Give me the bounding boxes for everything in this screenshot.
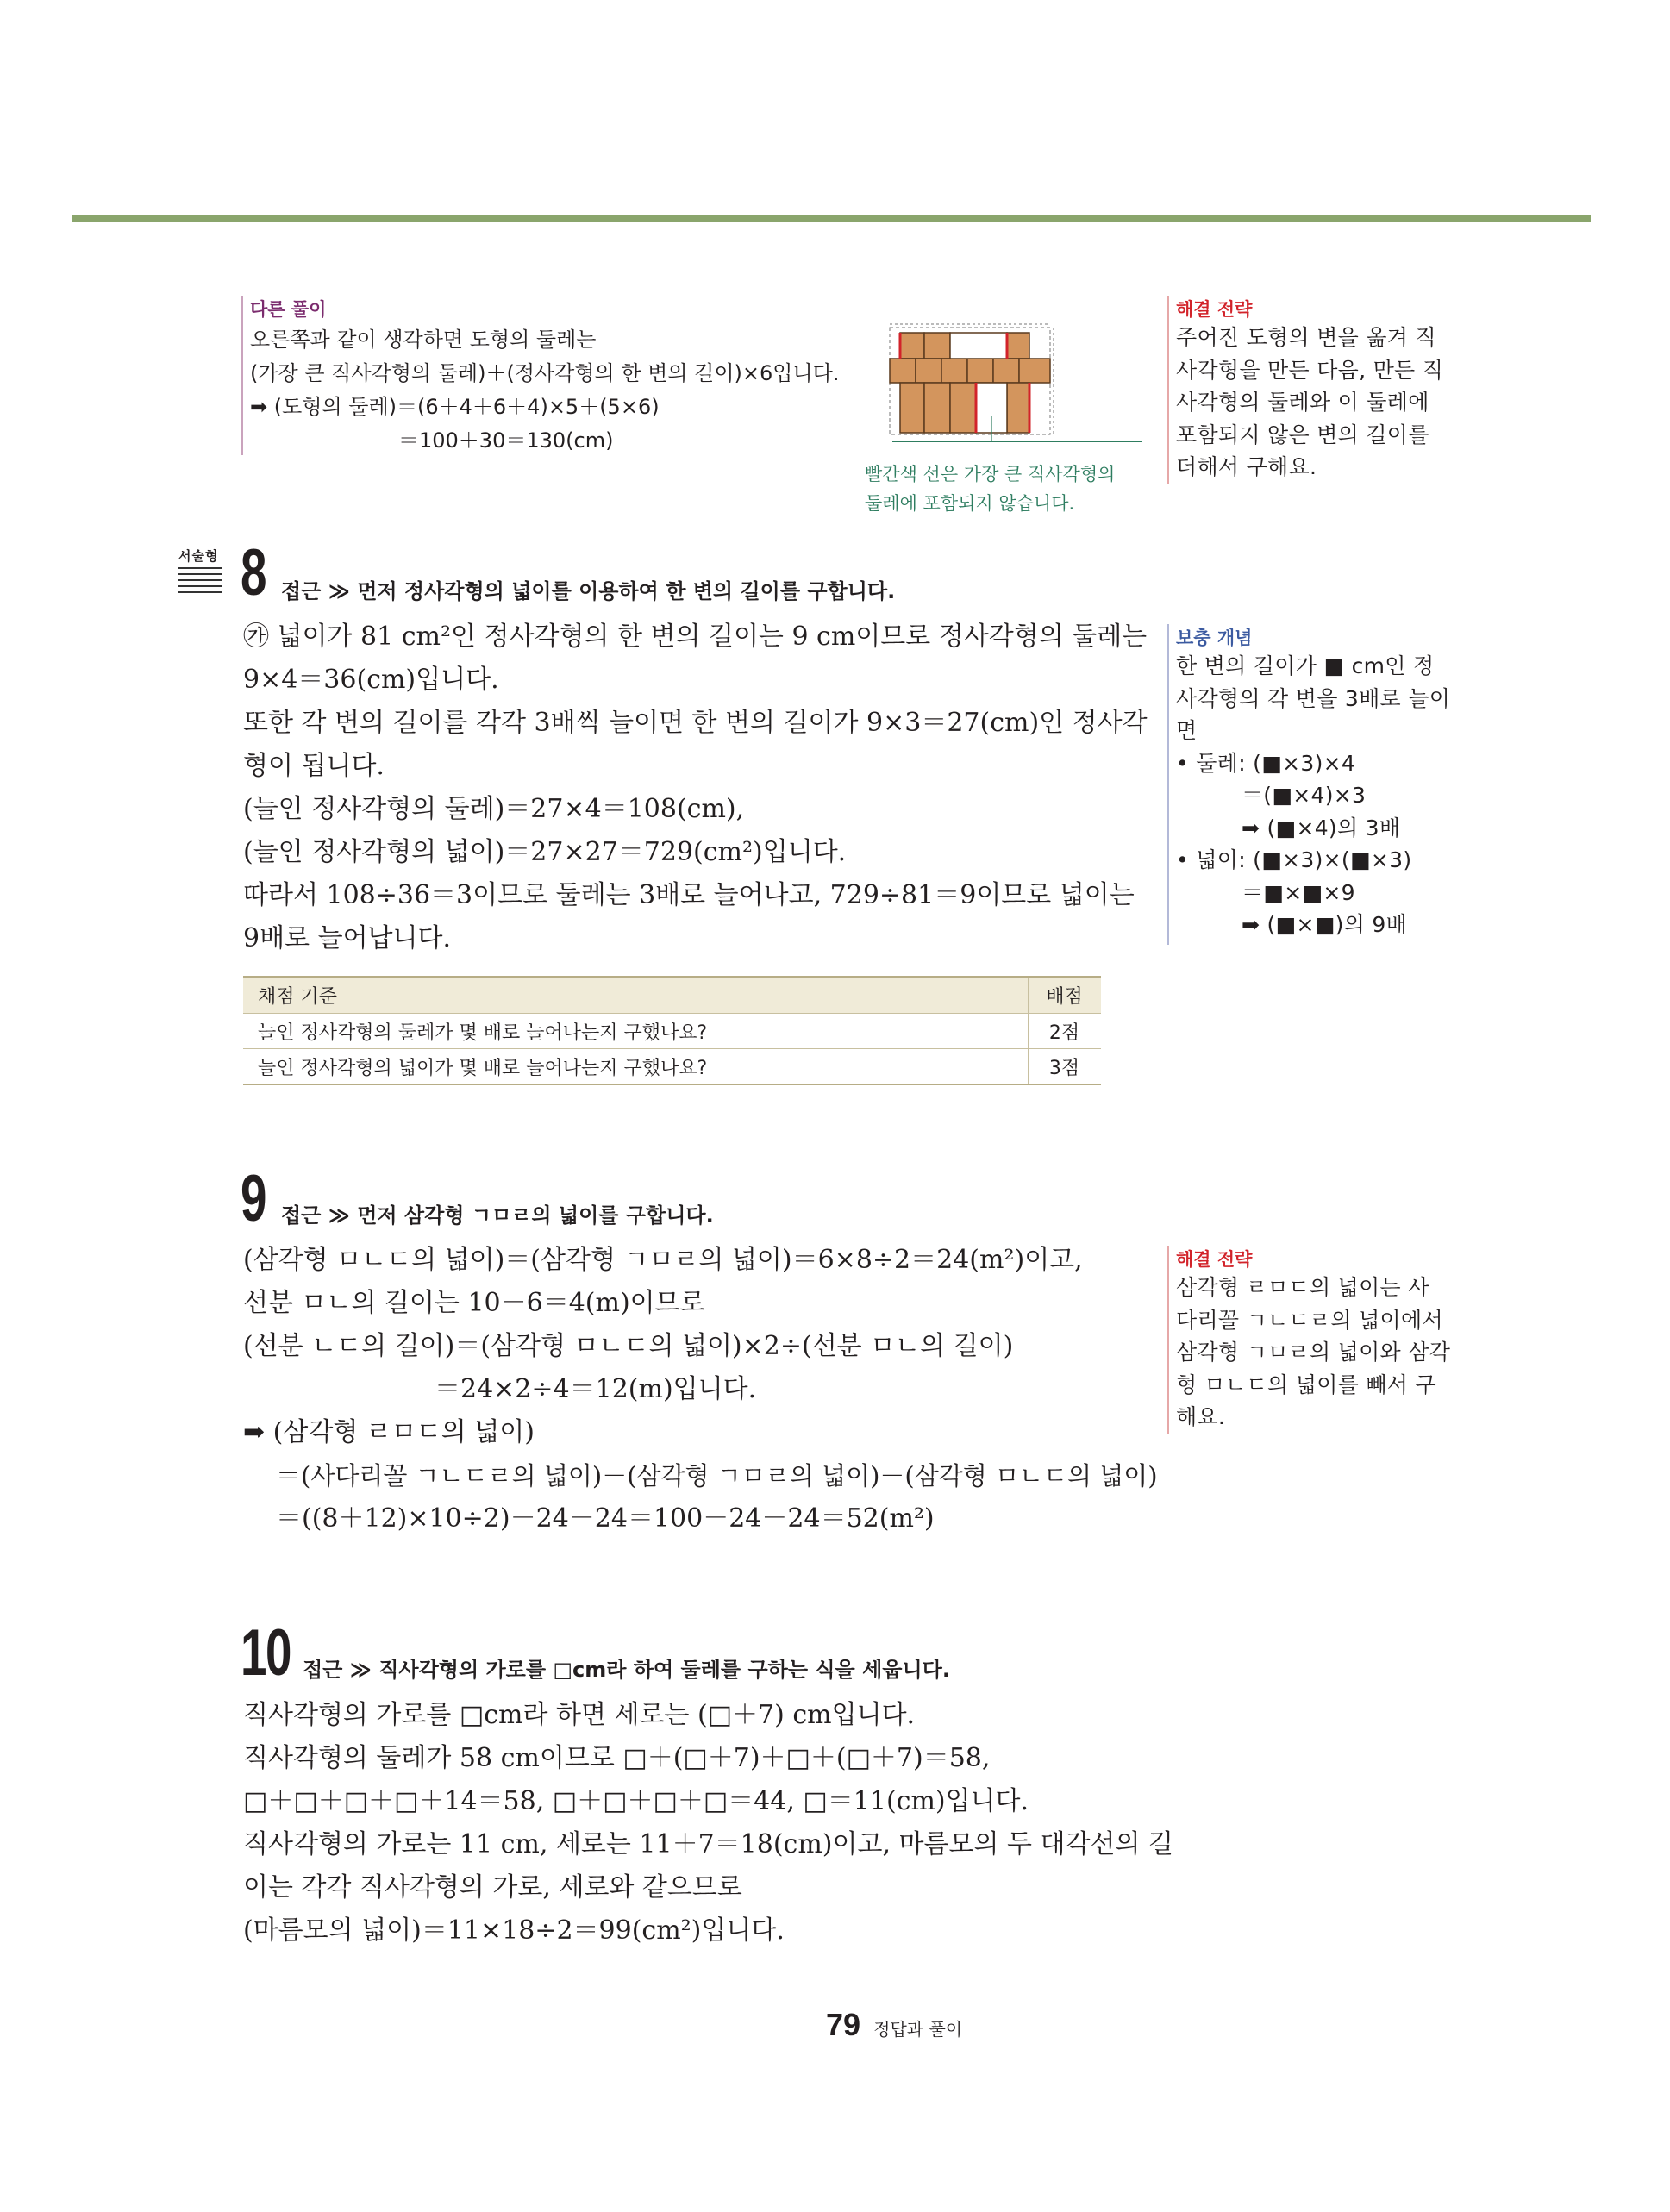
alt-solution-box: [241, 296, 871, 458]
table-row: [243, 1014, 1101, 1049]
side-note-label: 보충 개념: [1176, 628, 1253, 648]
problem-9-approach: 접근 ≫ 먼저 삼각형 ㄱㅁㄹ의 넓이를 구합니다.: [281, 1203, 714, 1228]
side-note-line: 해요.: [1176, 1404, 1226, 1429]
problem-number-8: 8: [241, 536, 266, 609]
problem-8-solution: [243, 615, 1148, 960]
side-note-line: 형 ㅁㄴㄷ의 넓이를 빼서 구: [1176, 1372, 1436, 1397]
solution-line: 선분 ㅁㄴ의 길이는 10－6＝4(m)이므로: [243, 1288, 705, 1318]
side-note-line: ＝■×■×9: [1242, 879, 1355, 905]
solution-line: (마름모의 넓이)＝11×18÷2＝99(cm²)입니다.: [243, 1915, 785, 1946]
descriptive-badge: [178, 547, 222, 593]
side-note-line: ＝(■×4)×3: [1242, 783, 1367, 808]
side-note-strategy-2: [1167, 1246, 1451, 1434]
page-number: 79: [826, 2007, 861, 2042]
page-footer: [826, 2007, 962, 2043]
table-header: 배점: [1029, 977, 1102, 1014]
top-rule: [72, 215, 1591, 222]
dissected-rectangle-figure: [885, 321, 1059, 441]
solution-line: 직사각형의 가로를 □cm라 하면 세로는 (□＋7) cm입니다.: [243, 1700, 916, 1730]
side-note-line: ➡ (■×■)의 9배: [1242, 912, 1408, 937]
caption-line: 빨간색 선은 가장 큰 직사각형의: [865, 464, 1116, 484]
figure-caption: [865, 459, 1115, 518]
solution-line: (늘인 정사각형의 넓이)＝27×27＝729(cm²)입니다.: [243, 837, 847, 867]
solution-line: (삼각형 ㅁㄴㄷ의 넓이)＝(삼각형 ㄱㅁㄹ의 넓이)＝6×8÷2＝24(m²)이고,: [243, 1245, 1083, 1275]
alt-solution-label: 다른 풀이: [250, 299, 327, 320]
scoring-table: [243, 976, 1101, 1085]
problem-8-approach: 접근 ≫ 먼저 정사각형의 넓이를 이용하여 한 변의 길이를 구합니다.: [281, 579, 896, 603]
table-cell: 2점: [1029, 1014, 1102, 1049]
side-note-label: 해결 전략: [1176, 1249, 1253, 1270]
table-cell: 늘인 정사각형의 둘레가 몇 배로 늘어나는지 구했나요?: [243, 1014, 1029, 1049]
problem-9-solution: [243, 1239, 1158, 1540]
side-note-line: 다리꼴 ㄱㄴㄷㄹ의 넓이에서: [1176, 1307, 1443, 1333]
footer-section: 정답과 풀이: [873, 2019, 963, 2040]
side-note-supplement: [1167, 624, 1451, 941]
alt-line: ➡ (도형의 둘레)＝(6＋4＋6＋4)×5＋(5×6): [250, 395, 660, 419]
side-note-strategy-1: [1167, 296, 1443, 484]
side-note-line: • 둘레: (■×3)×4: [1176, 750, 1356, 776]
table-cell: 3점: [1029, 1049, 1102, 1085]
problem-number-10: 10: [241, 1616, 291, 1690]
side-note-line: 포함되지 않은 변의 길이를: [1176, 422, 1429, 447]
alt-line: (가장 큰 직사각형의 둘레)＋(정사각형의 한 변의 길이)×6입니다.: [250, 361, 840, 385]
table-header-row: [243, 977, 1101, 1014]
alt-line: ＝100＋30＝130(cm): [398, 428, 614, 453]
problem-number-9: 9: [241, 1162, 266, 1235]
badge-label: 서술형: [178, 548, 219, 564]
problem-10-approach: 접근 ≫ 직사각형의 가로를 □cm라 하여 둘레를 구하는 식을 세웁니다.: [303, 1658, 950, 1682]
side-note-line: 면: [1176, 718, 1198, 743]
table-cell: 늘인 정사각형의 넓이가 몇 배로 늘어나는지 구했나요?: [243, 1049, 1029, 1085]
problem-10-solution: [243, 1694, 1173, 1953]
side-note-line: 사각형을 만든 다음, 만든 직: [1176, 357, 1444, 383]
alt-line: 오른쪽과 같이 생각하면 도형의 둘레는: [250, 328, 597, 352]
solution-line: ＝(사다리꼴 ㄱㄴㄷㄹ의 넓이)－(삼각형 ㄱㅁㄹ의 넓이)－(삼각형 ㅁㄴㄷ의 넓이): [276, 1461, 1158, 1490]
side-note-line: ➡ (■×4)의 3배: [1242, 815, 1401, 840]
side-note-line: • 넓이: (■×3)×(■×3): [1176, 847, 1412, 872]
table-row: [243, 1049, 1101, 1085]
table-header: 채점 기준: [243, 977, 1029, 1014]
side-note-line: 사각형의 둘레와 이 둘레에: [1176, 390, 1429, 415]
solution-line: 이는 각각 직사각형의 가로, 세로와 같으므로: [243, 1872, 742, 1903]
solution-line: 직사각형의 둘레가 58 cm이므로 □＋(□＋7)＋□＋(□＋7)＝58,: [243, 1743, 991, 1773]
side-note-line: 삼각형 ㄱㅁㄹ의 넓이와 삼각: [1176, 1340, 1451, 1365]
solution-line: ＝((8＋12)×10÷2)－24－24＝100－24－24＝52(m²): [276, 1503, 935, 1534]
side-note-line: 주어진 도형의 변을 옮겨 직: [1176, 325, 1436, 350]
solution-line: 형이 됩니다.: [243, 751, 385, 781]
solution-line: ＝24×2÷4＝12(m)입니다.: [435, 1374, 757, 1404]
side-note-line: 더해서 구해요.: [1176, 454, 1317, 479]
side-note-line: 사각형의 각 변을 3배로 늘이: [1176, 685, 1451, 711]
solution-line: 9×4＝36(cm)입니다.: [243, 665, 499, 695]
solution-line: 직사각형의 가로는 11 cm, 세로는 11＋7＝18(cm)이고, 마름모의 두 대각선의 길: [243, 1829, 1173, 1859]
solution-line: ㉮ 넓이가 81 cm²인 정사각형의 한 변의 길이는 9 cm이므로 정사각형의 둘레는: [243, 622, 1148, 652]
solution-line: 따라서 108÷36＝3이므로 둘레는 3배로 늘어나고, 729÷81＝9이므로 넓이는: [243, 880, 1135, 910]
caption-line: 둘레에 포함되지 않습니다.: [865, 493, 1075, 514]
solution-line: (선분 ㄴㄷ의 길이)＝(삼각형 ㅁㄴㄷ의 넓이)×2÷(선분 ㅁㄴ의 길이): [243, 1331, 1014, 1361]
side-note-label: 해결 전략: [1176, 299, 1253, 320]
side-note-line: 한 변의 길이가 ■ cm인 정: [1176, 653, 1435, 678]
solution-line: (늘인 정사각형의 둘레)＝27×4＝108(cm),: [243, 794, 745, 824]
solution-line: 또한 각 변의 길이를 각각 3배씩 늘이면 한 변의 길이가 9×3＝27(cm)인 정사각: [243, 708, 1148, 738]
side-note-line: 삼각형 ㄹㅁㄷ의 넓이는 사: [1176, 1275, 1429, 1300]
solution-line: □＋□＋□＋□＋14＝58, □＋□＋□＋□＝44, □＝11(cm)입니다.: [243, 1786, 1029, 1816]
caption-pointer: [892, 441, 1142, 442]
solution-line: 9배로 늘어납니다.: [243, 923, 452, 953]
solution-line: ➡ (삼각형 ㄹㅁㄷ의 넓이): [243, 1417, 535, 1447]
